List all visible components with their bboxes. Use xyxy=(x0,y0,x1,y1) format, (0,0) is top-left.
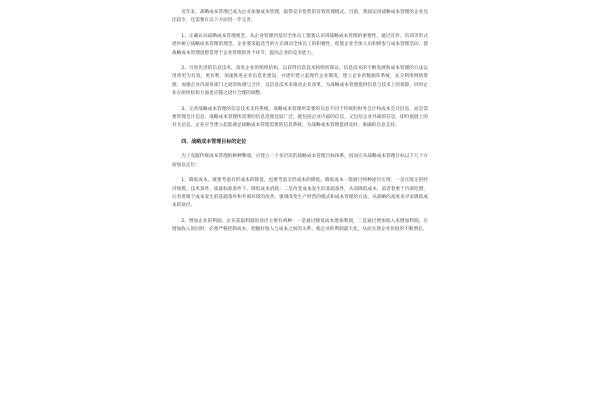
paragraph-goal-1: 1、降低成本。既要考虑有形成本的降低，也要考虑无形成本的降低。降低成本一般通过两种途径实现：一是在既定的经济规模、技术条件、质量标准条件下，降低成本消耗；二是改变成本发生的基础条件，从而降低成本。前者着重于内部挖潜，后者着眼于成本发生的基础条件和外部环境的改善，强调改变生产经营的模式和成本管理的方法，从战略的高度来寻求降低成本的途径。 xyxy=(172,178,428,209)
paragraph-point-1: 1、正确认识战略成本管理观念。从企业管理到基层全体员工都要认识到战略成本管理的重要性，通过宣传、培训等形式逐步树立战略成本管理的理念，企业要采取适当的方式调动全体员工的积极性，促使企业全体人员积极参与成本管理活动，使战略成本管理思想贯穿于企业管理的各个环节，提高企业的竞争能力。 xyxy=(172,33,428,56)
section-heading: 四、战略成本管理目标的定位 xyxy=(181,138,247,145)
paragraph-section-intro: 为了克服传统成本管理的种种弊端，应建立一个多层次的战略成本管理目标体系，因而应从战略成本管理目标以下几个方面加以定位： xyxy=(172,154,428,168)
document-body xyxy=(172,9,428,242)
paragraph-point-3: 3、完善战略成本管理的信息技术支持系统。战略成本管理所需要的信息不同于传统的财务会计和成本会计信息，而是需要管理会计信息。战略成本管理所需要的信息范围比较广泛，既包括企业内部的信息，又包括企业外部的信息，即价值链上的有关信息。企业应当建立起能满足战略成本管理需要的信息系统，为战略成本管理提供及时、准确的信息支持。 xyxy=(172,106,428,129)
paragraph-point-2: 2、引进先进的信息技术，改进企业的组织结构，以获得信息技术和组织保证。信息技术的不断发展和成本管理的方法运用将更为有效，更有利，加速推进企业信息化建设，并逐步建立起现代企业制度，建立企业的数据库系统，充分利用网络资源，加强企业内部各部门之间的协调与合作，以信息技术来推动企业改革，为战略成本管理提供信息与技术上的保障，同时企业在组织结构方面也应随之进行合理的调整。 xyxy=(172,66,428,97)
paragraph-intro: 近年来，战略成本管理已成为企业加强成本管理，取得竞争优势的有效管理模式。目前，我国运用战略成本管理的企业还比较少，还需要在以下方面进一步完善。 xyxy=(172,10,428,24)
paragraph-goal-2: 2、增加企业的利润。企业获取利润的途径主要有两种：一是通过降低成本增加利润，二是通过增加收入来增加利润。在增加收入的同时，必须严格控制成本，把握好收入与成本之间的关系，使企业的利润最大化，从而实现企业价值的不断增长。 xyxy=(172,218,428,233)
